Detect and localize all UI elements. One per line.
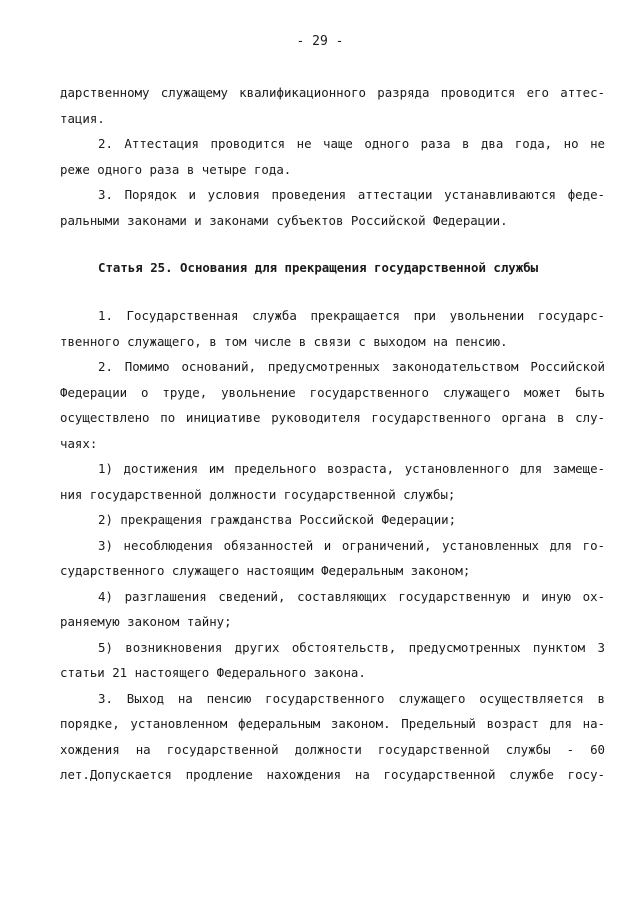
page-number: - 29 - (296, 34, 344, 49)
text-line: 1. Государственная служба прекращается при увольнении государс- (98, 308, 605, 323)
text-line: 2. Помимо оснований, предусмотренных законодательством Российской (98, 359, 605, 374)
spacer (60, 282, 605, 303)
text-line: 1) достижения им предельного возраста, установленного для замеще- (98, 461, 605, 476)
text-line: раняемую законом тайну; (60, 614, 232, 629)
text-line: реже одного раза в четыре года. (60, 161, 292, 177)
text-line: ральными законами и законами субъектов Российской Федерации. (60, 212, 508, 228)
text-line: чаях: (60, 435, 98, 451)
article-heading: Статья 25. Основания для прекращения государственной службы (98, 260, 539, 275)
text-line: ния государственной должности государственной службы; (60, 486, 456, 502)
text-line: хождения на государственной должности государственной службы - 60 (60, 741, 605, 757)
text-line: твенного служащего, в том числе в связи с выходом на пенсию. (60, 333, 508, 349)
text-line: тация. (60, 110, 105, 126)
text-line: Федерации о труде, увольнение государственного служащего может быть (60, 384, 605, 400)
text-line: лет.Допускается продление нахождения на государственной службе госу- (60, 767, 605, 782)
text-line: порядке, установленном федеральным законом. Предельный возраст для на- (60, 716, 605, 731)
document-body (60, 80, 605, 788)
text-line: статьи 21 настоящего Федерального закона. (60, 665, 366, 680)
text-line: 2) прекращения гражданства Российской Федерации; (98, 512, 457, 527)
text-line: сударственного служащего настоящим Федеральным законом; (60, 563, 471, 578)
text-line: 4) разглашения сведений, составляющих государственную и иную ох- (98, 588, 605, 604)
text-line: 3) несоблюдения обязанностей и ограничений, установленных для го- (98, 537, 605, 553)
text-line: дарственному служащему квалификационного разряда проводится его аттес- (60, 85, 605, 100)
text-line: 3. Выход на пенсию государственного служащего осуществляется в (98, 690, 605, 706)
text-line: осуществлено по инициативе руководителя государственного органа в слу- (60, 410, 605, 425)
text-line: 3. Порядок и условия проведения аттестации устанавливаются феде- (98, 187, 605, 202)
text-line: 5) возникновения других обстоятельств, предусмотренных пунктом 3 (98, 639, 605, 655)
text-line: 2. Аттестация проводится не чаще одного раза в два года, но не (98, 136, 605, 151)
spacer (60, 233, 605, 254)
